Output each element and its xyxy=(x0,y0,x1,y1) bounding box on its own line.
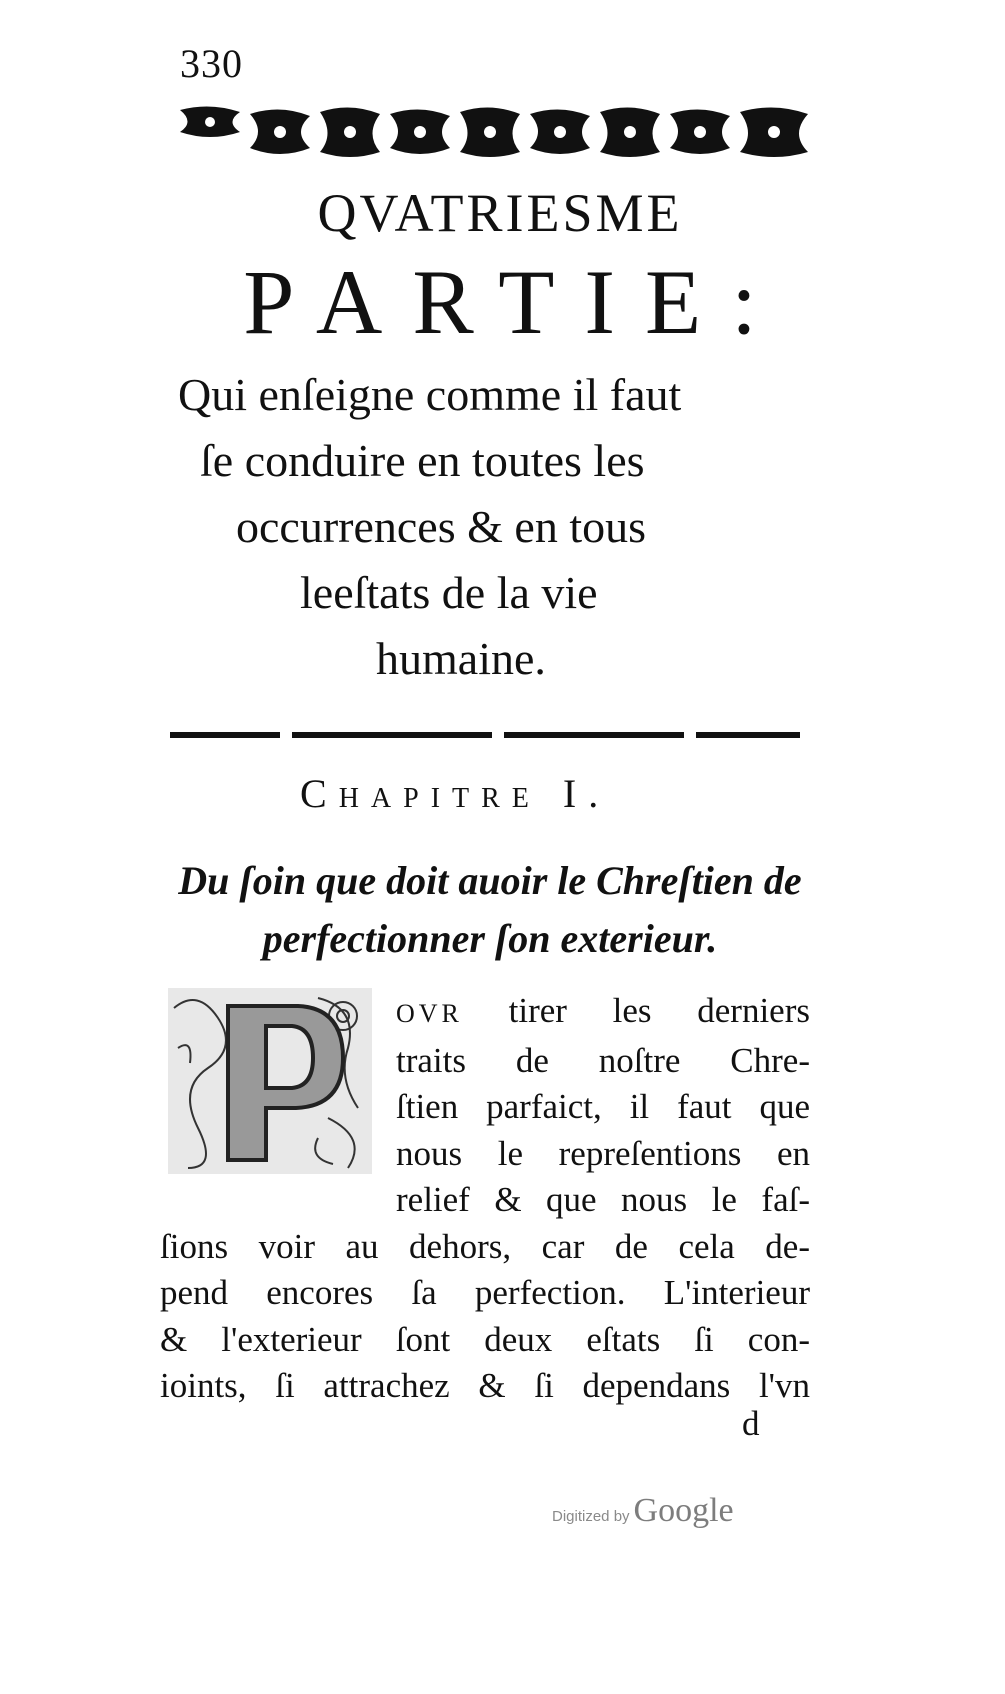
digitized-watermark xyxy=(552,1492,734,1530)
title-line-2: PARTIE: xyxy=(243,251,787,353)
body-line: ſions voir au dehors, car de cela de- xyxy=(160,1226,810,1266)
chapter-number: I. xyxy=(562,771,611,816)
digitized-prefix: Digitized by xyxy=(552,1508,630,1525)
body-text xyxy=(160,988,810,1410)
page-number: 330 xyxy=(180,41,243,86)
chapter-title-line-1: Du ſoin que doit auoir le Chreſtien de xyxy=(178,858,802,903)
body-line: ſtien parfaict, il faut que xyxy=(396,1087,810,1126)
title-line-1: QVATRIESME xyxy=(317,183,683,243)
subtitle-line: humaine. xyxy=(376,633,546,684)
body-line: relief & que nous le faſ- xyxy=(396,1180,810,1219)
body-line: & l'exterieur ſont deux eſtats ſi con- xyxy=(160,1319,810,1359)
subtitle-line: occurrences & en tous xyxy=(236,501,647,552)
body-line: traits de noſtre Chre- xyxy=(396,1040,810,1080)
google-wordmark: Google xyxy=(633,1492,734,1529)
first-word: OVR xyxy=(396,999,463,1028)
body-line: nous le repreſentions en xyxy=(396,1133,810,1173)
chapter-heading xyxy=(300,770,610,817)
chapter-title-line-2: perfectionner ſon exterieur. xyxy=(262,916,718,961)
subtitle xyxy=(160,362,840,692)
decorative-rule xyxy=(170,728,800,742)
body-line: OVR tirer les derniers xyxy=(396,991,810,1030)
catchword: d xyxy=(742,1404,760,1443)
title-block xyxy=(160,180,840,352)
body-line: pend encores ſa perfection. L'interieur xyxy=(160,1273,810,1312)
subtitle-line: leeſtats de la vie xyxy=(300,567,598,618)
ornament-band xyxy=(180,102,808,164)
body-line: ioints, ſi attrachez & ſi dependans l'vn xyxy=(160,1366,810,1405)
chapter-title xyxy=(160,852,820,968)
chapter-word: HAPITRE xyxy=(338,783,541,814)
subtitle-line: ſe conduire en toutes les xyxy=(200,435,645,486)
chapter-initial: C xyxy=(300,771,339,816)
subtitle-line: Qui enſeigne comme il faut xyxy=(178,369,682,420)
